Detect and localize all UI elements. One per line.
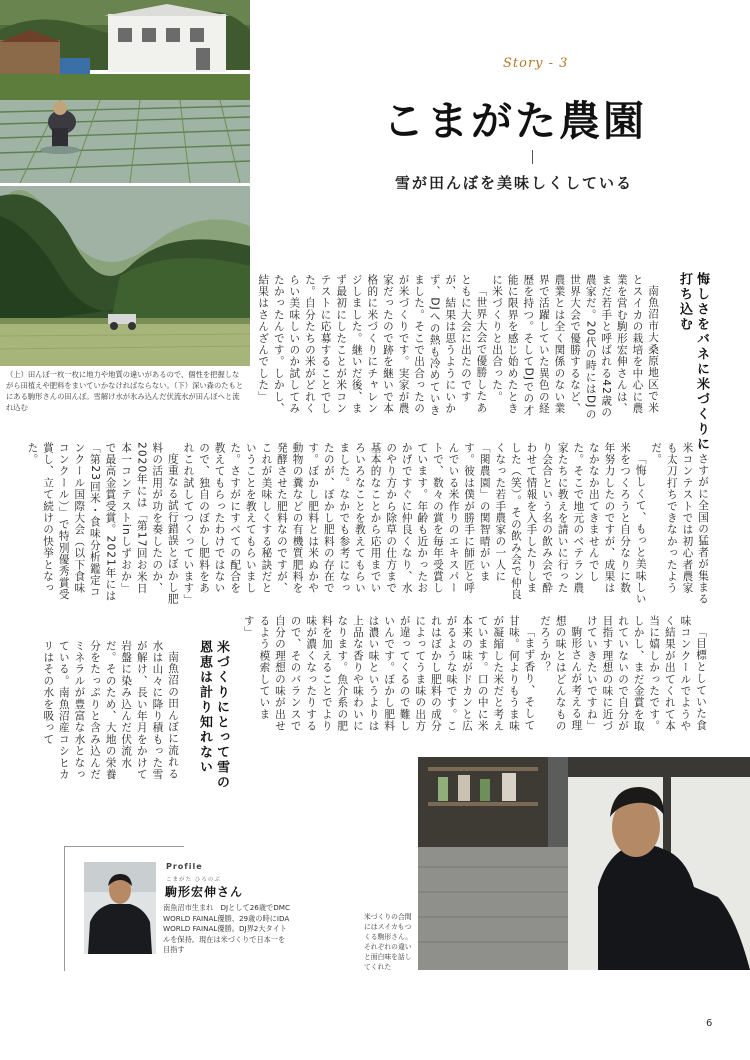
page-title: こまがた農園: [383, 97, 647, 145]
section1-right-paragraph: 駒形さんが考える理想の味とはどんなものだろうか？: [539, 615, 583, 732]
story-label: Story - 3: [503, 56, 569, 71]
photo-caption: （上）田んぼ一枚一枚に地力や地質の違いがあるので、個性を把握しながら田植えや肥料をまいていかなければならない。（下）深い森のたもとにある駒形さんの田んぼ。雪解け水が氷み込んだ伏流水が田んぼへと流れ込む: [6, 370, 244, 412]
section1-right-paragraph: 「目標としていた食味コンクールでようやく結果が出てくれて本当に嬉しかったです。しかし、まだ金賞を取れていないので自分が目指す理想の味に近づけていきたいですね」: [585, 615, 707, 732]
section1-right-body: [242, 615, 708, 735]
title-divider: [532, 150, 533, 164]
profile-frame-vertical: [64, 846, 65, 971]
section2-body: [42, 640, 180, 790]
section1-paragraph: 南魚沼市大桑原地区で米とスイカの栽培を中心に農業を営む駒形宏伸さんは、まだ若手と呼ばれる42歳の農家だ。20代の時にはDJの世界大会で優勝するなど、農業とは全く関係のない業界で活躍していた異色の経歴を持つ。そしてDJでの才能に限界を感じ始めたときに米づくりと出合った。: [491, 274, 659, 421]
profile-name: 駒形宏伸さん: [165, 885, 244, 899]
profile-frame-horizontal: [64, 846, 184, 847]
section1-continued-paragraph: 「悔しくて、もっと美味しい米をつくろうと自分なりに数年努力したのですが、成果はなかなか出てきませんでした。そこで地元のベテラン農家たちに教えを請いに行ったり会合という名の飲み会で酔わせて情報を入手したりしました（笑）。その飲み会で仲良くなった若手農家の一人に「関農園」の関智晴がいます。彼は僕が勝手に師匠と呼んでいる米作りのエキスパートで、数々の賞を毎年受賞しています。年齢も近かったおかげですぐに仲良くなり、水のやり方から除草の仕方まで基本的なことから応用までいろいろなことを教えてもらいました。なかでも参考になったのが、ぼかし肥料の存在です。ぼかし肥料とは米ぬかや動物の糞などの有機質肥料を発酵させた肥料なのですが、これが美味しくする秘訣だということを教えてもらいました。さすがにすべての配合を教えてもらったわけではないので、独自のぼかし肥料をあれこれ試してつくっています」: [182, 442, 647, 606]
profile-ruby: こまがた ひろのぶ: [166, 877, 221, 883]
portrait-caption: 米づくりの合間にはスイカもつくる駒形さん。それぞれの違いと面白味を話してくれた: [364, 913, 412, 971]
profile-text: 南魚沼市生まれ DJとして26歳でDMC WORLD FAINAL優勝、29歳の時にIDA WORLD FAINAL優勝。DJ界2大タイトルを保持。現在は米づくりで日本一を目指す: [163, 903, 290, 955]
rice-paddy-planting-photo: [0, 0, 250, 183]
section1-heading: 悔しさをバネに米づくりに打ち込む: [677, 272, 709, 452]
section1-continued-paragraph: さすがに全国の猛者が集まる米コンテストでは初心者農家も太刀打ちできなかったようだ。: [650, 442, 709, 605]
section1-continued-body: [28, 442, 710, 605]
page-number: 6: [706, 1018, 713, 1029]
section1-paragraph: 「世界大会で優勝したあともに大会に出たのですが、結果は思うようにいかず、DJへの熱も冷めていきました。そこで出合ったのが米づくりです。実家が農家だったので跡を継いで本格的に米づくりにチャレンジしました。継いだ後、まず最初にしたことが米コンテストに応募することでした。自分たちの米がどれくらい美味しいのか試してみたかったんです。しかし、結果はさんざんでした」: [257, 274, 488, 417]
profile-label: Profile: [166, 862, 203, 871]
mountain-valley-paddy-photo: [0, 186, 250, 366]
section1-continued-paragraph: 度重なる試行錯誤とぼかし肥料の活用が功を奏したのか、2020年には「第17回お米日本一コンテストinしずおか」で最高金賞受賞。2021年には「第23回米・食味分析鑑定コンクール国際大会（以下食味コンクール）」で特別優秀賞受賞し、立て続けの快挙となった。: [26, 442, 179, 605]
section2-paragraph: 南魚沼の田んぼに流れる水は山々に降り積もった雪が解け、長い年月をかけて岩盤に染み込んだ伏流水だ。そのため、大地の栄養分をたっぷりと含み込んだミネラルが豊富な水となっている。南魚沼産コシヒカリはその水を吸って: [42, 640, 179, 781]
page-subtitle: 雪が田んぼを美味しくしている: [395, 174, 634, 192]
profile-portrait-photo: [84, 862, 156, 954]
section1-body: [257, 274, 660, 424]
section2-heading: 米づくりにとって雪の恩恵は計り知れない: [197, 640, 229, 790]
komagata-portrait-photo: [418, 757, 750, 970]
section1-right-paragraph: 「まず香り、そして甘味。何よりもうま味が凝縮した米だと考えています。口の中に米本来の味がドカンと広がるような味です。これはぼかし肥料の成分によってうま味の出方が違ってくるので難しいんです。ぼかし肥料は濃い味というよりは上品な香りや味わいになります。魚介系の肥料を加えることでより味が濃くなったりするので、そのバランスで自分の理想の味が出せるよう模索しています」: [242, 615, 536, 732]
